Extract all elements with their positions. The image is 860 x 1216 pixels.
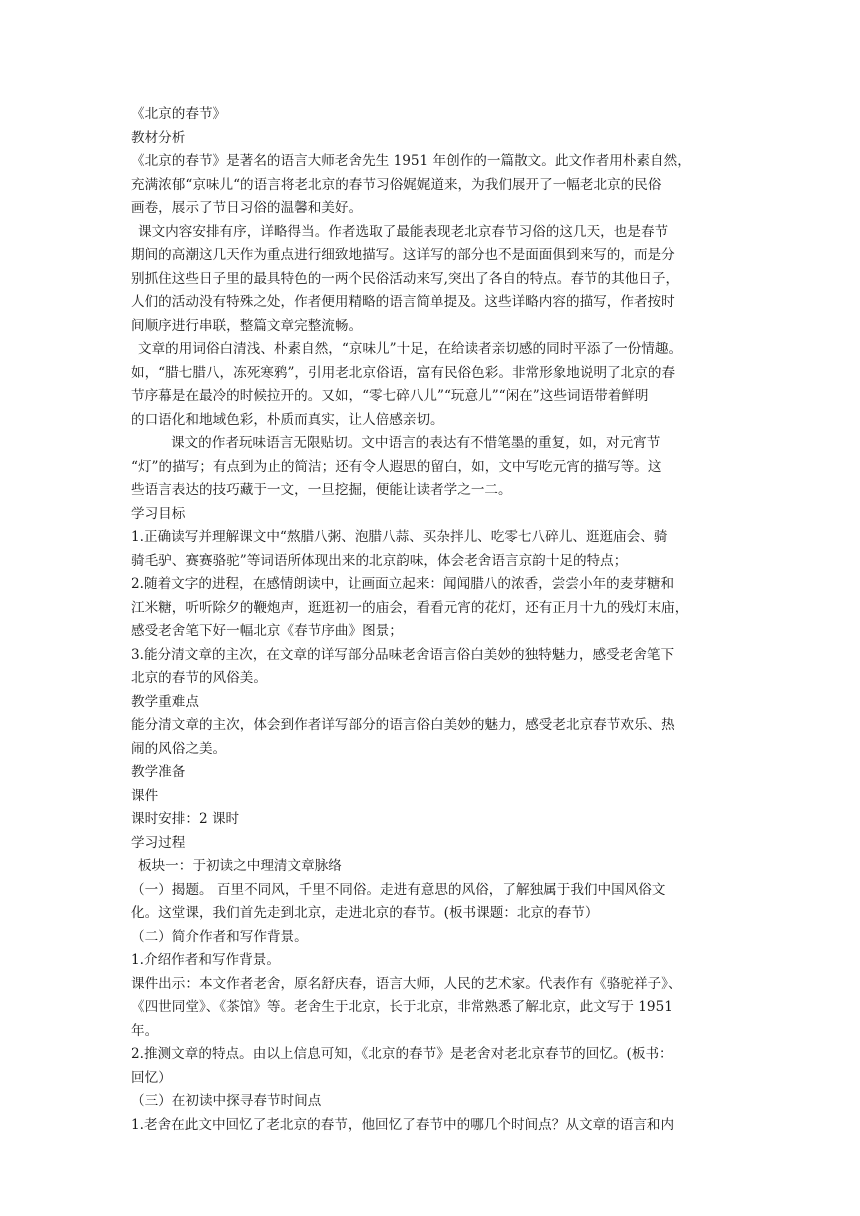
text-line: 如，“腊七腊八，冻死寒鸦”，引用老北京俗语，富有民俗色彩。非常形象地说明了北京的春	[131, 364, 676, 381]
text-line: 课时安排：2 课时	[131, 811, 240, 827]
text-line: “灯”的描写；有点到为止的简洁；还有令人遐思的留白，如，文中写吃元宵的描写等。这	[131, 458, 662, 475]
text-line: 《北京的春节》	[131, 106, 227, 122]
text-line: 1.老舍在此文中回忆了老北京的春节，他回忆了春节中的哪几个时间点？从文章的语言和内	[131, 1116, 675, 1133]
text-line: 教学准备	[131, 764, 186, 780]
text-line: （三）在初读中探寻春节时间点	[131, 1093, 322, 1109]
text-line: （二）简介作者和写作背景。	[131, 928, 308, 945]
text-line: 画卷，展示了节日习俗的温馨和美好。	[131, 200, 363, 216]
text-line: 骑毛驴、赛赛骆驼”等词语所体现出来的北京韵味，体会老舍语言京韵十足的特点；	[131, 552, 628, 569]
text-line: 化。这堂课，我们首先走到北京，走进北京的春节。(板书课题：北京的春节）	[131, 905, 599, 921]
text-line: 1.正确读写并理解课文中“熬腊八粥、泡腊八蒜、买杂拌儿、吃零七八碎儿、逛逛庙会、骑	[131, 529, 668, 545]
text-line: 些语言表达的技巧藏于一文，一旦挖掘，便能让读者学之一二。	[131, 482, 512, 498]
text-line: 课件	[131, 787, 159, 804]
text-line: 2.随着文字的进程，在感情朗读中，让画面立起来：闻闻腊八的浓香，尝尝小年的麦芽糖和	[131, 576, 675, 592]
text-line: 的口语化和地域色彩，朴质而真实，让人倍感亲切。	[131, 411, 444, 428]
text-line: 2.推测文章的特点。由以上信息可知，《北京的春节》是老舍对老北京春节的回忆。(板书：	[131, 1046, 673, 1062]
text-line: 北京的春节的风俗美。	[131, 670, 267, 686]
text-line: 文章的用词俗白清浅、朴素自然，“京味儿”十足，在给读者亲切感的同时平添了一份情趣。	[138, 341, 683, 357]
text-line: 别抓住这些日子里的最具特色的一两个民俗活动来写,突出了各自的特点。春节的其他日子，	[131, 270, 680, 287]
text-line: 《北京的春节》是著名的语言大师老舍先生 1951 年创作的一篇散文。此文作者用朴素自然，	[131, 153, 691, 169]
text-line: 期间的高潮这几天作为重点进行细致地描写。这详写的部分也不是面面俱到来写的，而是分	[131, 247, 675, 263]
text-line: 人们的活动没有特殊之处，作者便用精略的语言简单提及。这些详略内容的描写，作者按时	[131, 294, 675, 310]
text-line: 《四世同堂》、《茶馆》等。老舍生于北京，长于北京，非常熟悉了解北京，此文写于 1951	[131, 999, 673, 1015]
text-line: 感受老舍笔下好一幅北京《春节序曲》图景；	[131, 623, 403, 639]
text-line: 学习过程	[131, 834, 186, 851]
text-line: 江米糖，听听除夕的鞭炮声，逛逛初一的庙会，看看元宵的花灯，还有正月十九的残灯末庙，	[131, 599, 689, 616]
document-page	[131, 103, 736, 1137]
text-line: 间顺序进行串联，整篇文章完整流畅。	[131, 317, 363, 334]
text-line: 节序幕是在最冷的时候拉开的。又如，“零七碎八儿”“玩意儿”“闲在”这些词语带着鲜明	[131, 388, 649, 404]
text-line: 回忆）	[131, 1069, 172, 1086]
text-line: 教材分析	[131, 129, 186, 146]
text-line: 课文内容安排有序，详略得当。作者选取了最能表现老北京春节习俗的这几天，也是春节	[138, 223, 669, 240]
text-line: 课文的作者玩味语言无限贴切。文中语言的表达有不惜笔墨的重复，如，对元宵节	[171, 435, 661, 451]
text-line: 充满浓郁“京味儿“的语言将老北京的春节习俗娓娓道来，为我们展开了一幅老北京的民俗	[131, 176, 662, 193]
text-line: 学习目标	[131, 505, 186, 522]
text-line: （一）揭题。 百里不同风，千里不同俗。走进有意思的风俗，了解独属于我们中国风俗文	[131, 881, 666, 898]
text-line: 能分清文章的主次，体会到作者详写部分的语言俗白美妙的魅力，感受老北京春节欢乐、热	[131, 717, 675, 733]
text-line: 教学重难点	[131, 693, 199, 710]
text-line: 年。	[131, 1022, 159, 1039]
text-line: 课件出示：本文作者老舍，原名舒庆春，语言大师，人民的艺术家。代表作有《骆驼祥子》、	[131, 975, 682, 992]
text-line: 3.能分清文章的主次，在文章的详写部分品味老舍语言俗白美妙的独特魅力，感受老舍笔下	[131, 646, 675, 663]
text-line: 板块一：于初读之中理清文章脉络	[138, 858, 342, 874]
text-line: 1.介绍作者和写作背景。	[131, 952, 280, 968]
text-line: 闹的风俗之美。	[131, 740, 227, 757]
